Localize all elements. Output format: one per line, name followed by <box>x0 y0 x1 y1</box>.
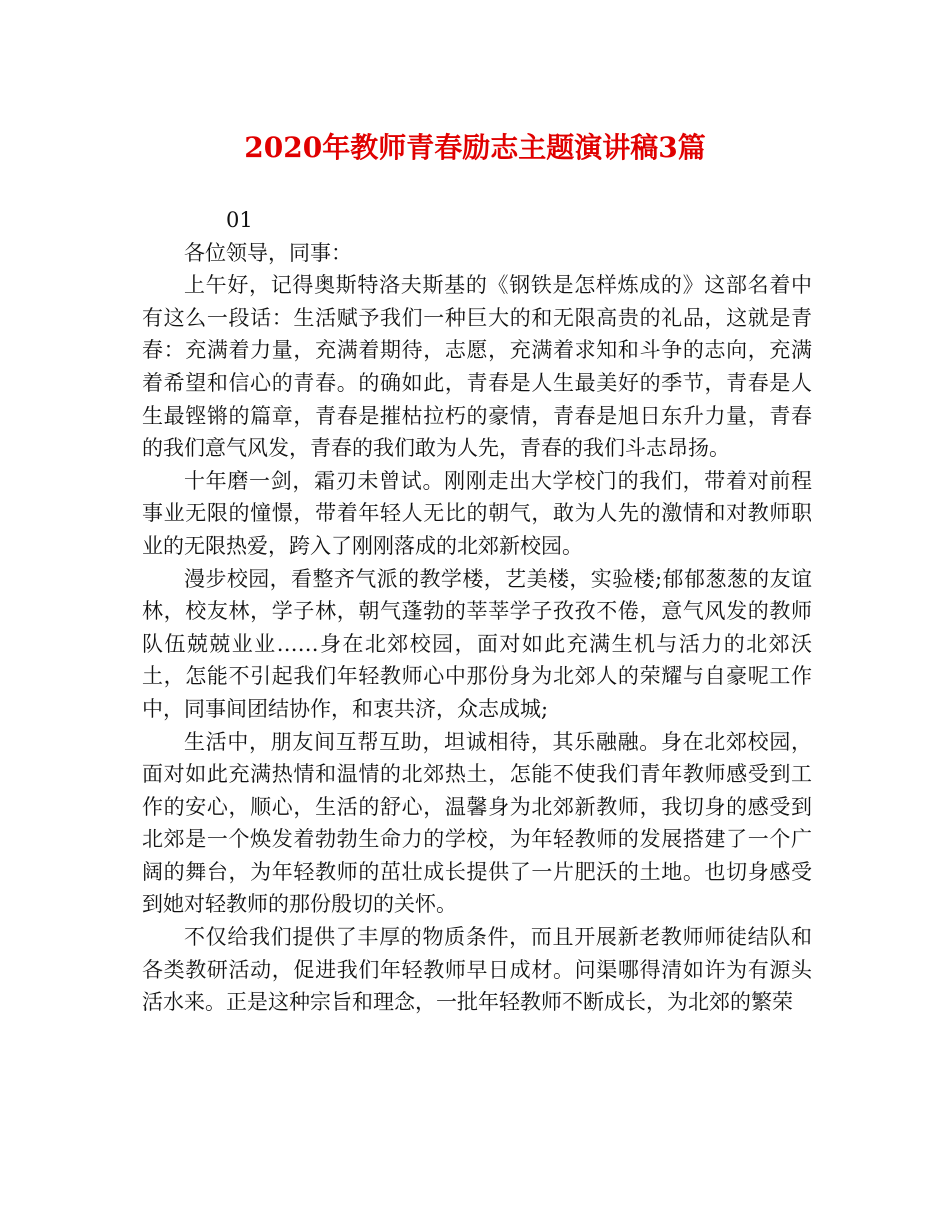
section-number: 01 <box>226 208 253 232</box>
paragraph-greeting: 各位领导，同事： <box>184 240 352 265</box>
document-title: 2020年教师青春励志主题演讲稿3篇 <box>244 131 706 164</box>
paragraph-4: 生活中，朋友间互帮互助，坦诚相待，其乐融融。身在北郊校园，面对如此充满热情和温情的北郊热土，怎能不使我们青年教师感受到工作的安心，顺心，生活的舒心，温馨身为北郊新教师，我切身的感受到北郊是一个焕发着勃勃生命力的学校，为年轻教师的发展搭建了一个广阔的舞台，为年轻教师的茁壮成长提供了一片肥沃的土地。也切身感受到她对轻教师的那份殷切的关怀。 <box>142 729 812 917</box>
paragraph-2: 十年磨一剑，霜刃未曾试。刚刚走出大学校门的我们，带着对前程事业无限的憧憬，带着年轻人无比的朝气，敢为人先的激情和对教师职业的无限热爱，跨入了刚刚落成的北郊新校园。 <box>142 468 812 558</box>
paragraph-1: 上午好，记得奥斯特洛夫斯基的《钢铁是怎样炼成的》这部名着中有这么一段话：生活赋予我们一种巨大的和无限高贵的礼品，这就是青春：充满着力量，充满着期待，志愿，充满着求知和斗争的志向，充满着希望和信心的青春。的确如此，青春是人生最美好的季节，青春是人生最铿锵的篇章，青春是摧枯拉朽的豪情，青春是旭日东升力量，青春的我们意气风发，青春的我们敢为人先，青春的我们斗志昂扬。 <box>142 273 812 461</box>
document-body <box>142 204 812 1019</box>
paragraph-5: 不仅给我们提供了丰厚的物质条件，而且开展新老教师师徒结队和各类教研活动，促进我们年轻教师早日成材。问渠哪得清如许为有源头活水来。正是这种宗旨和理念，一批年轻教师不断成长，为北郊的繁荣 <box>142 925 812 1015</box>
paragraph-3: 漫步校园，看整齐气派的教学楼，艺美楼，实验楼;郁郁葱葱的友谊林，校友林，学子林，朝气蓬勃的莘莘学子孜孜不倦，意气风发的教师队伍兢兢业业……身在北郊校园，面对如此充满生机与活力的北郊沃土，怎能不引起我们年轻教师心中那份身为北郊人的荣耀与自豪呢工作中，同事间团结协作，和衷共济，众志成城; <box>142 566 812 721</box>
